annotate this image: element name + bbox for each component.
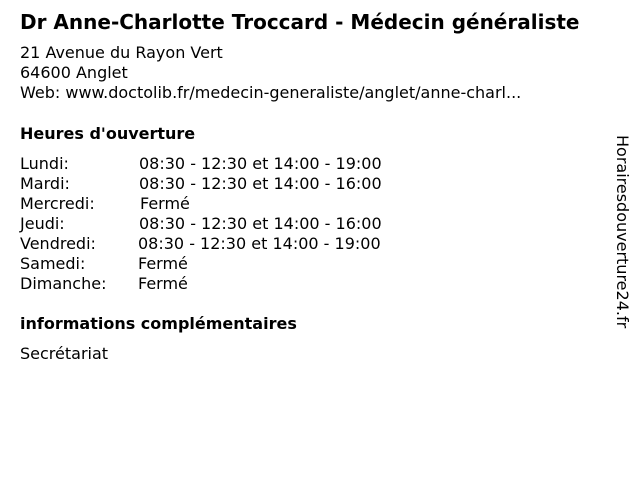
hours-value: 08:30 - 12:30 et 14:00 - 19:00 [138, 234, 381, 253]
hours-value: 08:30 - 12:30 et 14:00 - 16:00 [139, 214, 382, 233]
hours-value: Fermé [140, 194, 190, 213]
hours-value: 08:30 - 12:30 et 14:00 - 16:00 [139, 174, 382, 193]
day-label: Jeudi: [20, 214, 65, 233]
hours-value: Fermé [138, 254, 188, 273]
day-label: Vendredi: [20, 234, 96, 253]
watermark-text: Horairesdouverture24.fr [613, 135, 632, 329]
info-heading: informations complémentaires [20, 314, 297, 333]
site-watermark [612, 135, 632, 345]
day-label: Mercredi: [20, 194, 95, 213]
hours-heading: Heures d'ouverture [20, 124, 196, 143]
info-text: Secrétariat [20, 344, 109, 363]
address-web[interactable]: Web: www.doctolib.fr/medecin-generaliste/anglet/anne-charl... [20, 83, 522, 102]
day-label: Lundi: [20, 154, 69, 173]
hours-value: Fermé [138, 274, 188, 293]
day-label: Dimanche: [20, 274, 107, 293]
address-street: 21 Avenue du Rayon Vert [20, 43, 223, 62]
day-label: Samedi: [20, 254, 86, 273]
hours-value: 08:30 - 12:30 et 14:00 - 19:00 [139, 154, 382, 173]
page-title: Dr Anne-Charlotte Troccard - Médecin généraliste [20, 10, 580, 34]
address-block [20, 43, 521, 103]
address-city: 64600 Anglet [20, 63, 128, 82]
day-label: Mardi: [20, 174, 70, 193]
